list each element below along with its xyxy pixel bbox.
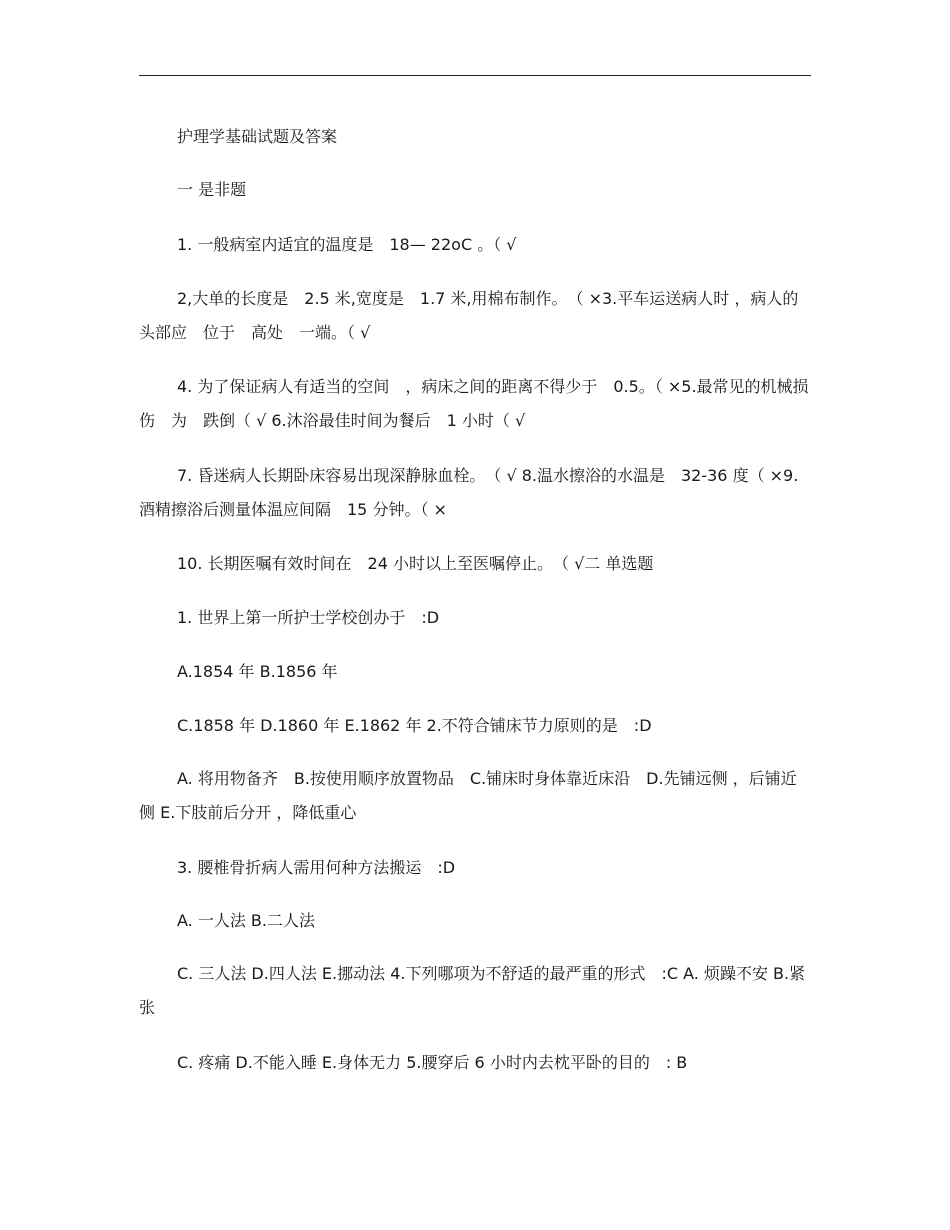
paragraph: 10. 长期医嘱有效时间在 24 小时以上至医嘱停止。 （ √二 单选题 — [177, 554, 654, 573]
paragraph: 7. 昏迷病人长期卧床容易出现深静脉血栓。 （ √ 8.温水擦浴的水温是 32-36 度（ ×9. 酒精擦浴后测量体温应间隔 15 分钟。（ × — [139, 466, 799, 519]
document-title: 护理学基础试题及答案 — [177, 127, 338, 146]
header-rule — [139, 75, 811, 76]
paragraph: 4. 为了保证病人有适当的空间 ，病床之间的距离不得少于 0.5。（ ×5.最常见的机械损伤 为 跌倒（ √ 6.沐浴最佳时间为餐后 1 小时（ √ — [139, 377, 809, 430]
paragraph: C. 疼痛 D.不能入睡 E.身体无力 5.腰穿后 6 小时内去枕平卧的目的 : B — [177, 1053, 688, 1072]
paragraph: 2,大单的长度是 2.5 米,宽度是 1.7 米,用棉布制作。 （ ×3.平车运送病人时 ，病人的头部应 位于 高处 一端。（ √ — [139, 289, 799, 342]
paragraph: C. 三人法 D.四人法 E.挪动法 4.下列哪项为不舒适的最严重的形式 :C A. 烦躁不安 B.紧张 — [139, 964, 806, 1017]
paragraph: 1. 一般病室内适宜的温度是 18— 22oC 。（ √ — [177, 235, 517, 254]
paragraph: A. 将用物备齐 B.按使用顺序放置物品 C.铺床时身体靠近床沿 D.先铺远侧 ，后铺近侧 E.下肢前后分开 ，降低重心 — [139, 769, 797, 822]
paragraph: 1. 世界上第一所护士学校创办于 :D — [177, 608, 440, 627]
paragraph: A. 一人法 B.二人法 — [177, 911, 315, 930]
paragraph: C.1858 年 D.1860 年 E.1862 年 2.不符合铺床节力原则的是 :D — [177, 716, 652, 735]
paragraph: 3. 腰椎骨折病人需用何种方法搬运 :D — [177, 858, 456, 877]
paragraph: A.1854 年 B.1856 年 — [177, 662, 338, 681]
section-heading-true-false: 一 是非题 — [177, 180, 247, 199]
